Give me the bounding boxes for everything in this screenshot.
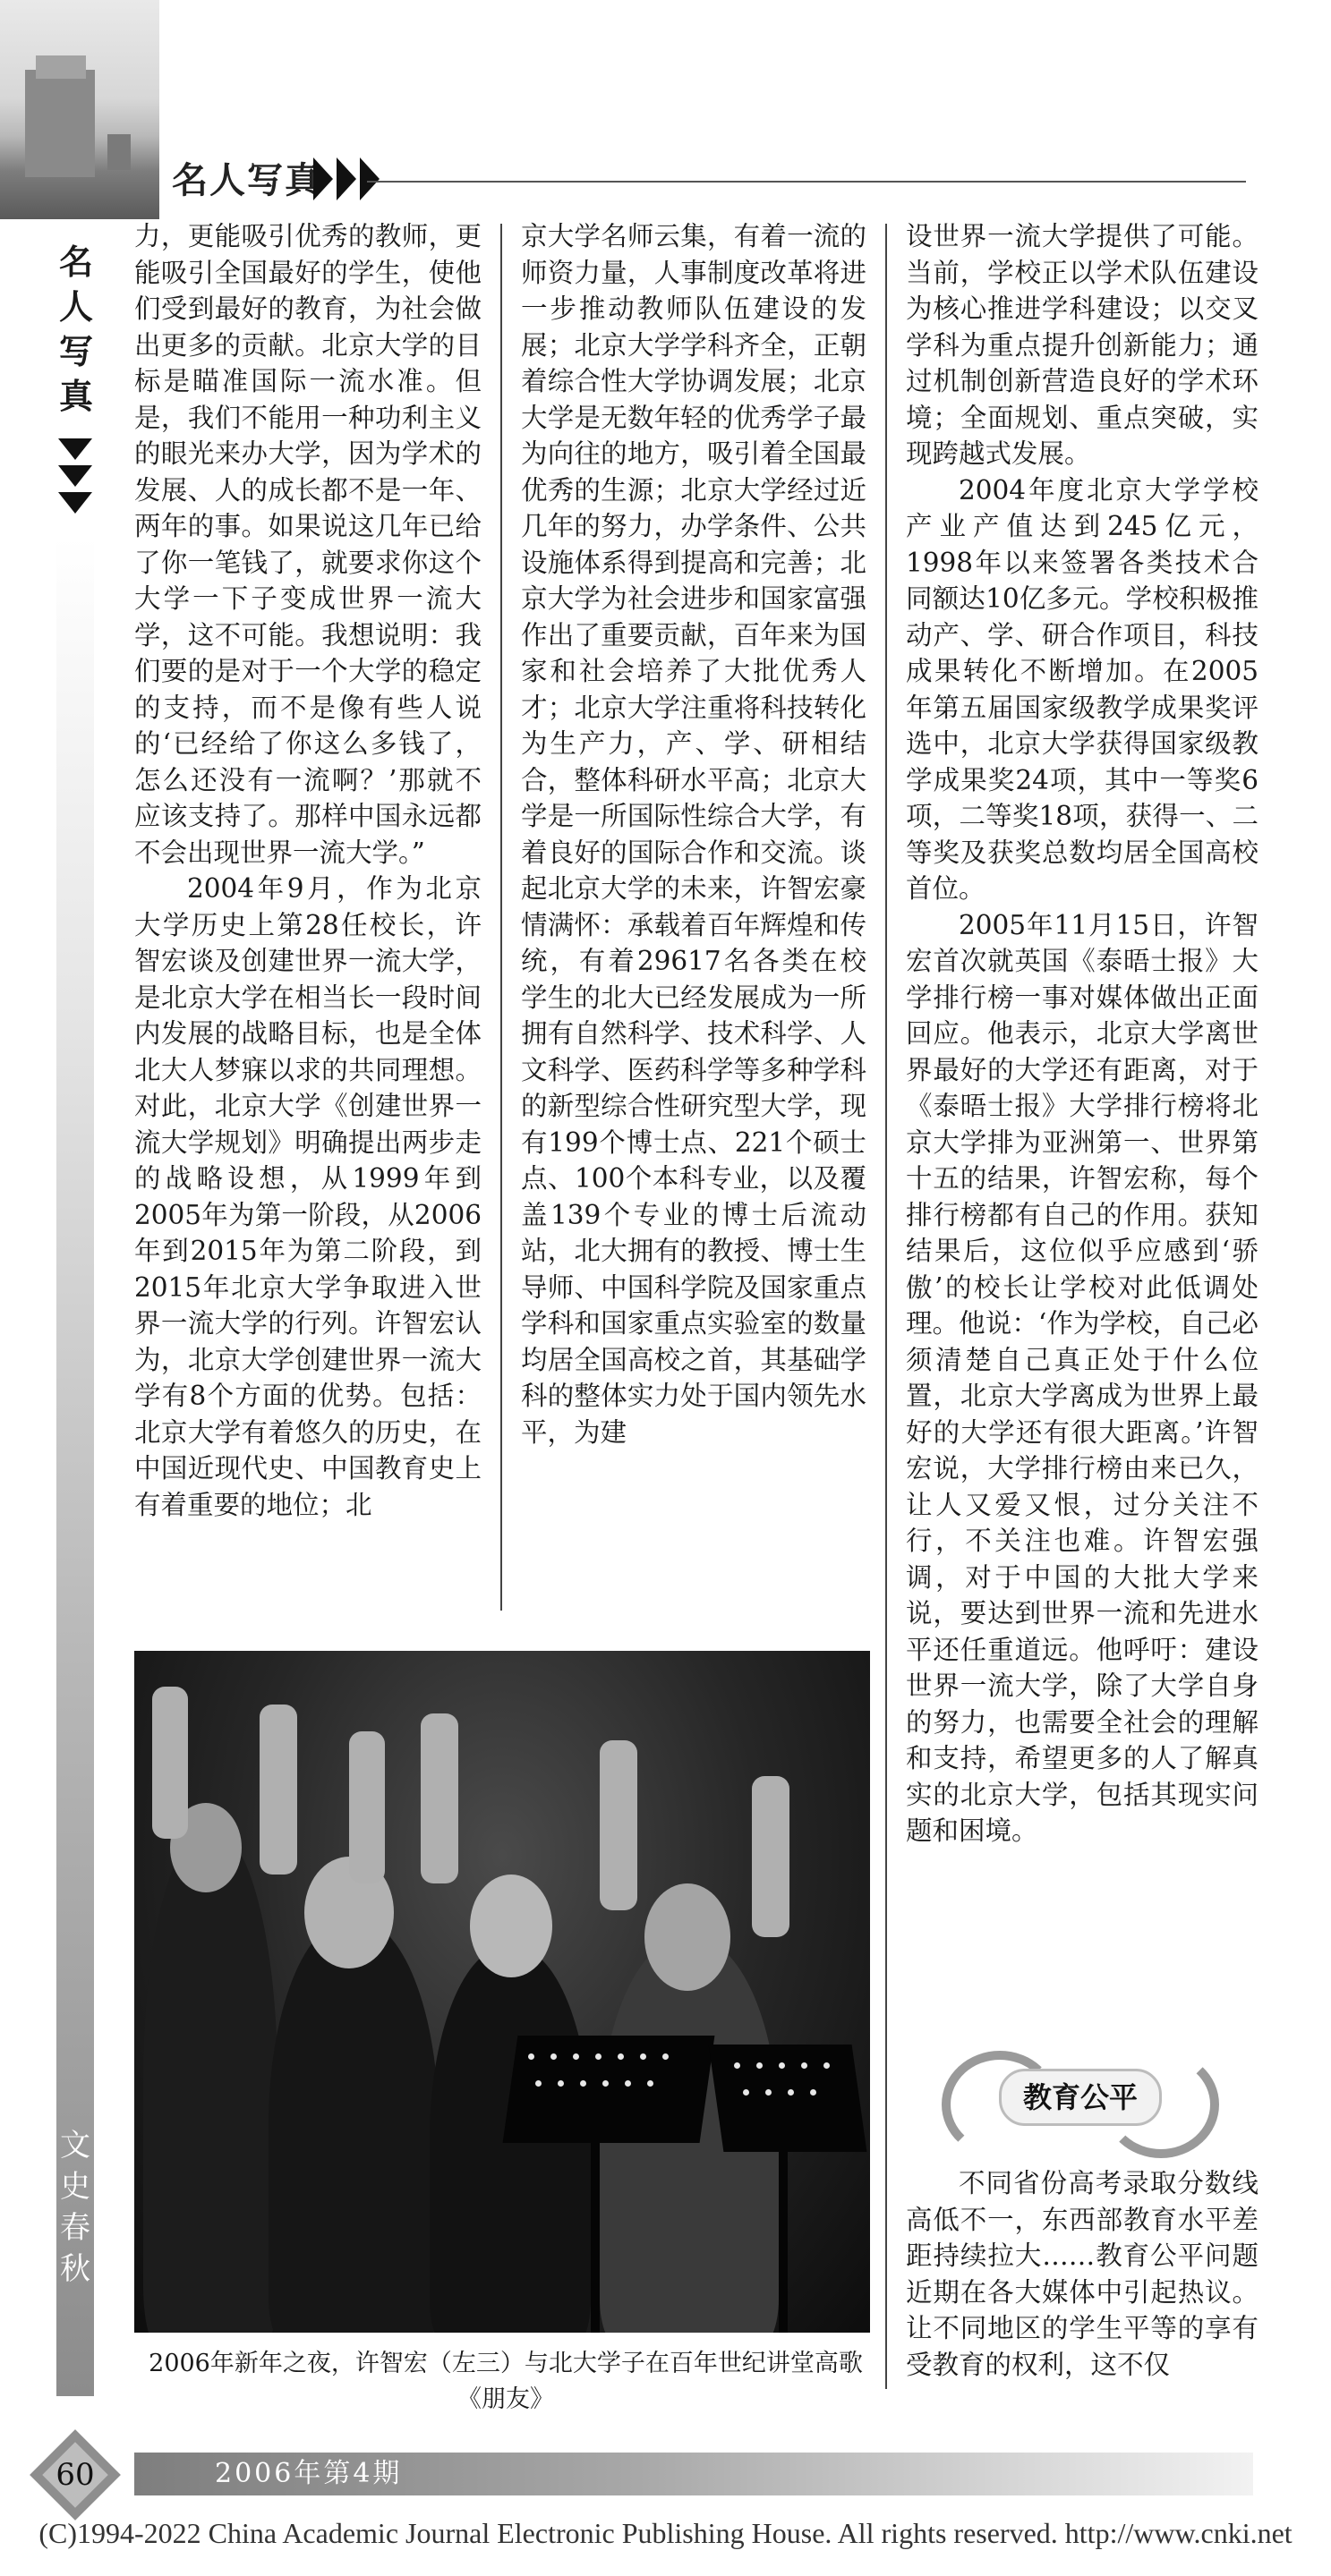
magazine-name [56, 2125, 94, 2290]
magazine-char: 春 [60, 2210, 90, 2246]
paragraph: 设世界一流大学提供了可能。当前，学校正以学术队伍建设为核心推进学科建设；以交叉学科为重点提升创新能力；通过机制创新营造良好的学术环境；全面规划、重点突破，实现跨越式发展。 [906, 221, 1258, 469]
article-column-2 [521, 218, 866, 1450]
article-column-3-continued [906, 2165, 1258, 2383]
magazine-char: 文 [60, 2128, 90, 2164]
paragraph: 2004年度北京大学学校产业产值达到245亿元，1998年以来签署各类技术合同额达10亿多元。学校积极推动产、学、研合作项目，科技成果转化不断增加。在2005年第五届国家级教学成果奖评选中，北京大学获得国家级教学成果奖24项，其中一等奖6项，二等奖18项，获得一、二等奖及获奖总数均居全国高校首位。 [906, 474, 1258, 904]
column-divider [885, 224, 887, 2389]
article-column-1 [134, 218, 482, 1523]
side-title-char: 真 [58, 377, 93, 416]
paragraph: 2004年9月，作为北京大学历史上第28任校长，许智宏谈及创建世界一流大学，是北京大学在相当长一段时间内发展的战略目标，也是全体北大人梦寐以求的共同理想。对此，北京大学《创建世界一流大学规划》明确提出两步走的战略设想，从1999年到2005年为第一阶段，从2006年到2015年为第二阶段，到2015年北京大学争取进入世界一流大学的行列。许智宏认为，北京大学创建世界一流大学有8个方面的优势。包括：北京大学有着悠久的历史，在中国近现代史、中国教育史上有着重要的地位；北 [134, 873, 482, 1520]
side-arrows-icon [57, 438, 93, 519]
header-rule [367, 181, 1246, 183]
side-bar [56, 537, 94, 2396]
paragraph: 2005年11月15日，许智宏首次就英国《泰晤士报》大学排行榜一事对媒体做出正面回应。他表示，北京大学离世界最好的大学还有距离，对于《泰晤士报》大学排行榜将北京大学排为亚洲第一、世界第十五的结果，许智宏称，每个排行榜都有自己的作用。获知结果后，这位似乎应感到‘骄傲’的校长让学校对此低调处理。他说：‘作为学校，自己必须清楚自己真正处于什么位置，北京大学离成为世界上最好的大学还有很大距离。’许智宏说，大学排行榜由来已久，让人又爱又恨，过分关注不行，不关注也难。许智宏强调，对于中国的大批大学来说，要达到世界一流和先进水平还任重道远。他呼吁：建设世界一流大学，除了大学自身的努力，也需要全社会的理解和支持，希望更多的人了解真实的北京大学，包括其现实问题和困境。 [906, 909, 1258, 1846]
paragraph: 京大学名师云集，有着一流的师资力量，人事制度改革将进一步推动教师队伍建设的发展；北京大学学科齐全，正朝着综合性大学协调发展；北京大学是无数年轻的优秀学子最为向往的地方，吸引着全国最优秀的生源；北京大学经过近几年的努力，办学条件、公共设施体系得到提高和完善；北京大学为社会进步和国家富强作出了重要贡献，百年来为国家和社会培养了大批优秀人才；北京大学注重将科技转化为生产力，产、学、研相结合，整体科研水平高；北京大学是一所国际性综合大学，有着良好的国际合作和交流。谈起北京大学的未来，许智宏豪情满怀：承载着百年辉煌和传统，有着29617名各类在校学生的北大已经发展成为一所拥有自然科学、技术科学、人文科学、医药科学等多种学科的新型综合性研究型大学，现有199个博士点、221个硕士点、100个本科专业，以及覆盖139个专业的博士后流动站，北大拥有的教授、博士生导师、中国科学院及国家重点学科和国家重点实验室的数量均居全国高校之首，其基础学科的整体实力处于国内领先水平，为建 [521, 221, 866, 1448]
side-title-char: 人 [58, 287, 93, 327]
side-title [55, 240, 97, 419]
photo-caption: 2006年新年之夜，许智宏（左三）与北大学子在百年世纪讲堂高歌《朋友》 [149, 2350, 863, 2413]
section-title: 名人写真 [172, 160, 322, 201]
paragraph: 力，更能吸引优秀的教师，更能吸引全国最好的学生，使他们受到最好的教育，为社会做出更多的贡献。北京大学的目标是瞄准国际一流水准。但是，我们不能用一种功利主义的眼光来办大学，因为学术的发展、人的成长都不是一年、两年的事。如果说这几年已给了你一笔钱了，就要求你这个大学一下子变成世界一流大学，这不可能。我想说明：我们要的是对于一个大学的稳定的支持，而不是像有些人说的‘已经给了你这么多钱了，怎么还没有一流啊？’那就不应该支持了。那样中国永远都不会出现世界一流大学。” [134, 221, 482, 868]
issue-label: 2006年第4期 [215, 2458, 403, 2489]
magazine-char: 秋 [60, 2251, 90, 2287]
event-photo [134, 1651, 870, 2333]
article-column-3 [906, 218, 1258, 1849]
side-title-char: 写 [58, 332, 93, 371]
section-heading [942, 2051, 1210, 2149]
column-divider [500, 224, 502, 1611]
magazine-char: 史 [60, 2169, 90, 2205]
side-title-char: 名 [58, 242, 93, 282]
paragraph: 不同省份高考录取分数线高低不一，东西部教育水平差距持续拉大……教育公平问题近期在各大媒体中引起热议。让不同地区的学生平等的享有受教育的权利，这不仅 [906, 2168, 1258, 2380]
page-number: 60 [55, 2457, 95, 2493]
corner-photo [0, 0, 159, 219]
section-heading-label: 教育公平 [999, 2069, 1162, 2126]
copyright-notice: (C)1994-2022 China Academic Journal Electronic Publishing House. All rights reserved. http://www.cnki.net [38, 2517, 1293, 2549]
